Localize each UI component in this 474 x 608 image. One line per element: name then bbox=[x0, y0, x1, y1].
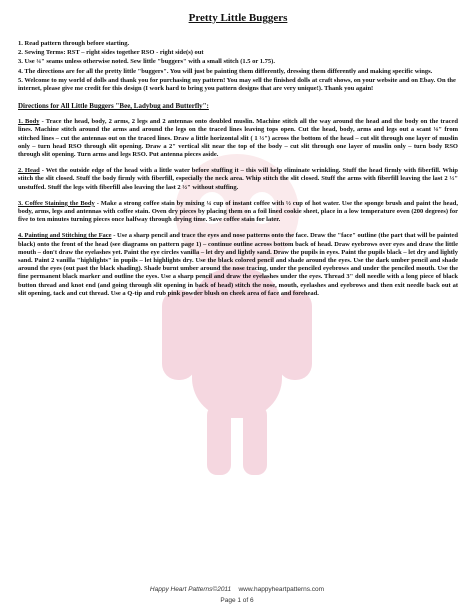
section-heading: 4. Painting and Stitching the Face bbox=[18, 232, 112, 240]
section-text: - Wet the outside edge of the head with a little water before stuffing it – this will help eliminate wrinkling. Stuff the head firmly with fiberfill. Whip stitch the slit closed. Stuff the body firmly with fiberfill, especially the neck area. Whip stitch the slit closed. Stuff the arms with fiberfill leaving the last 2 ½" unstuffed. Stuff the legs with fiberfill also leaving the last 2 ½" without stuffing. bbox=[18, 167, 458, 191]
section-heading: 3. Coffee Staining the Body bbox=[18, 199, 95, 207]
intro-item: 2. Sewing Terms: RST – right sides together RSO - right side(s) out bbox=[18, 49, 204, 57]
intro-item: 5. Welcome to my world of dolls and thank you for purchasing my pattern! You may sell the finished dolls at craft shows, on your website and on Ebay. On the internet, please give me credit for this design (I work hard to bring you pattern designs that are very unique!). Thank you again! bbox=[18, 76, 456, 93]
page-number: Page 1 of 6 bbox=[220, 597, 254, 604]
section-coffee-staining bbox=[18, 200, 458, 225]
section-heading: 2. Head bbox=[18, 167, 40, 175]
footer-website-link[interactable]: www.happyheartpatterns.com bbox=[238, 586, 325, 593]
section-text: - Use a sharp pencil and trace the eyes and nose patterns onto the face. Draw the "face" outline (the part that will be painted black) onto the front of the head (see diagrams on pattern page 1) – continue outline across bottom back of head. Draw eyebrows over eyes and draw the little mouth – don't draw the eyelashes yet. Paint the eye circles vanilla – let dry and lightly sand. Draw the pupils in eyes. Paint the pupils black – let dry and lightly sand. Paint 2 vanilla "highlights" in pupils – let highlights dry. Use the black colored pencil and shade around the eyes. Use the dark umber pencil and shade around the eyes (out past the black shading). Shade burnt umber around the nose tracing, under the penciled eyebrows and under the penciled mouth. Use the fine permanent black marker and outline the eyes. Use a sharp pencil and draw the eyelashes under the eyes. Thread 3" doll needle with a long piece of black button thread and knot end (and going through slit opening in back of head) stitch the nose, mouth, eyelashes and eyebrows and then exit needle back out at slit opening, tack and cut thread. Use a Q-tip and rub pink powder blush on cheek area of face and forehead. bbox=[18, 232, 458, 297]
section-text: - Trace the head, body, 2 arms, 2 legs and 2 antennas onto doubled muslin. Machine stitch all the way around the head and the body on the traced lines. Machine stitch around the arms and around the legs on the traced lines leaving tops open. Cut the head, body, arms and legs out a scant ⅛" from stitched lines – cut the antennas out on the traced lines. Draw a little horizontal slit ( 1 ½") across the bottom of the head – cut slit through one layer of muslin only – turn head RSO through slit opening. Draw a 2" vertical slit near the top of the body – cut slit through one layer of muslin only – turn body RSO through slit opening. Turn arms and legs RSO. Put antenna pieces aside. bbox=[18, 118, 459, 159]
footer-credit bbox=[0, 586, 474, 593]
intro-list bbox=[18, 40, 458, 93]
section-text: - Make a strong coffee stain by mixing ¼ cup of instant coffee with ½ cup of hot water. Use the sponge brush and paint the head, body, arms, legs and antennas with coffee stain. Oven dry pieces by placing them on a foil lined cookie sheet, place in a low temperature oven (200 degrees) for five to ten minutes turning pieces once halfway through drying time. Save coffee stain for later. bbox=[18, 199, 458, 224]
section-heading: 1. Body bbox=[18, 118, 40, 126]
intro-item: 3. Use ¼" seams unless otherwise noted. Sew little "buggers" with a small stitch (1.5 or 1.75). bbox=[18, 58, 275, 66]
page-content bbox=[18, 10, 458, 306]
section-painting-face bbox=[18, 232, 458, 298]
section-head bbox=[18, 167, 458, 192]
intro-item: 4. The directions are for all the pretty little "buggers". You will just be painting them differently, dressing them differently and making specific wings. bbox=[18, 67, 433, 75]
section-body bbox=[18, 118, 458, 159]
footer-brand: Happy Heart Patterns©2011 bbox=[149, 586, 232, 593]
directions-heading: Directions for All Little Buggers "Bee, Ladybug and Butterfly": bbox=[18, 102, 209, 111]
intro-item: 1. Read pattern through before starting. bbox=[18, 40, 130, 47]
page-title: Pretty Little Buggers bbox=[188, 12, 288, 24]
